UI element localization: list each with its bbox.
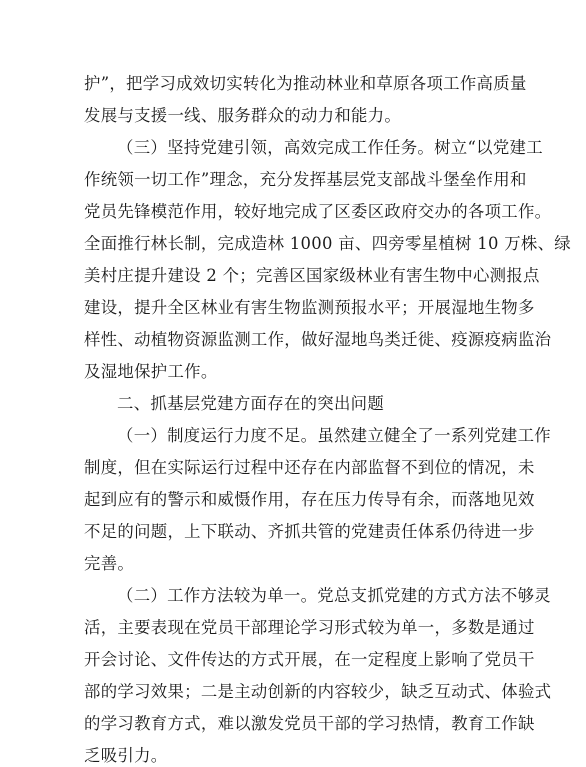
text-line: 制度，但在实际运行过程中还存在内部监督不到位的情况，未 [84,458,535,477]
text-line: 美村庄提升建设 2 个；完善区国家级林业有害生物中心测报点 [84,266,540,285]
text-line: 活，主要表现在党员干部理论学习形式较为单一，多数是通过 [84,618,535,637]
text-line: 乏吸引力。 [84,746,168,765]
section-heading: （三）坚持党建引领，高效完成工作任务。树立“以党建工 [117,138,543,157]
section-heading: （一）制度运行力度不足。虽然建立健全了一系列党建工作 [117,426,551,445]
text-line: 完善。 [84,554,135,573]
text-line: 建设，提升全区林业有害生物监测预报水平；开展湿地生物多 [84,298,535,317]
text-line: 开会讨论、文件传达的方式开展，在一定程度上影响了党员干 [84,650,535,669]
text-line: 全面推行林长制，完成造林 1000 亩、四旁零星植树 10 万株、绿 [84,234,571,253]
text-line: 的学习教育方式，难以激发党员干部的学习热情，教育工作缺 [84,714,535,733]
text-line: 发展与支援一线、服务群众的动力和能力。 [84,106,402,125]
text-line: 作统领一切工作”理念，充分发挥基层党支部战斗堡垒作用和 [84,170,527,189]
text-line: 部的学习效果；二是主动创新的内容较少，缺乏互动式、体验式 [84,682,552,701]
section-heading: （二）工作方法较为单一。党总支抓党建的方式方法不够灵 [117,586,551,605]
text-line: 护”，把学习成效切实转化为推动林业和草原各项工作高质量 [84,74,527,93]
text-line: 不足的问题，上下联动、齐抓共管的党建责任体系仍待进一步 [84,522,535,541]
text-line: 及湿地保护工作。 [84,362,218,381]
section-title: 二、抓基层党建方面存在的突出问题 [117,394,385,413]
text-line: 样性、动植物资源监测工作，做好湿地鸟类迁徙、疫源疫病监治 [84,330,552,349]
text-line: 起到应有的警示和威慑作用，存在压力传导有余，而落地见效 [84,490,535,509]
text-line: 党员先锋模范作用，较好地完成了区委区政府交办的各项工作。 [84,202,552,221]
